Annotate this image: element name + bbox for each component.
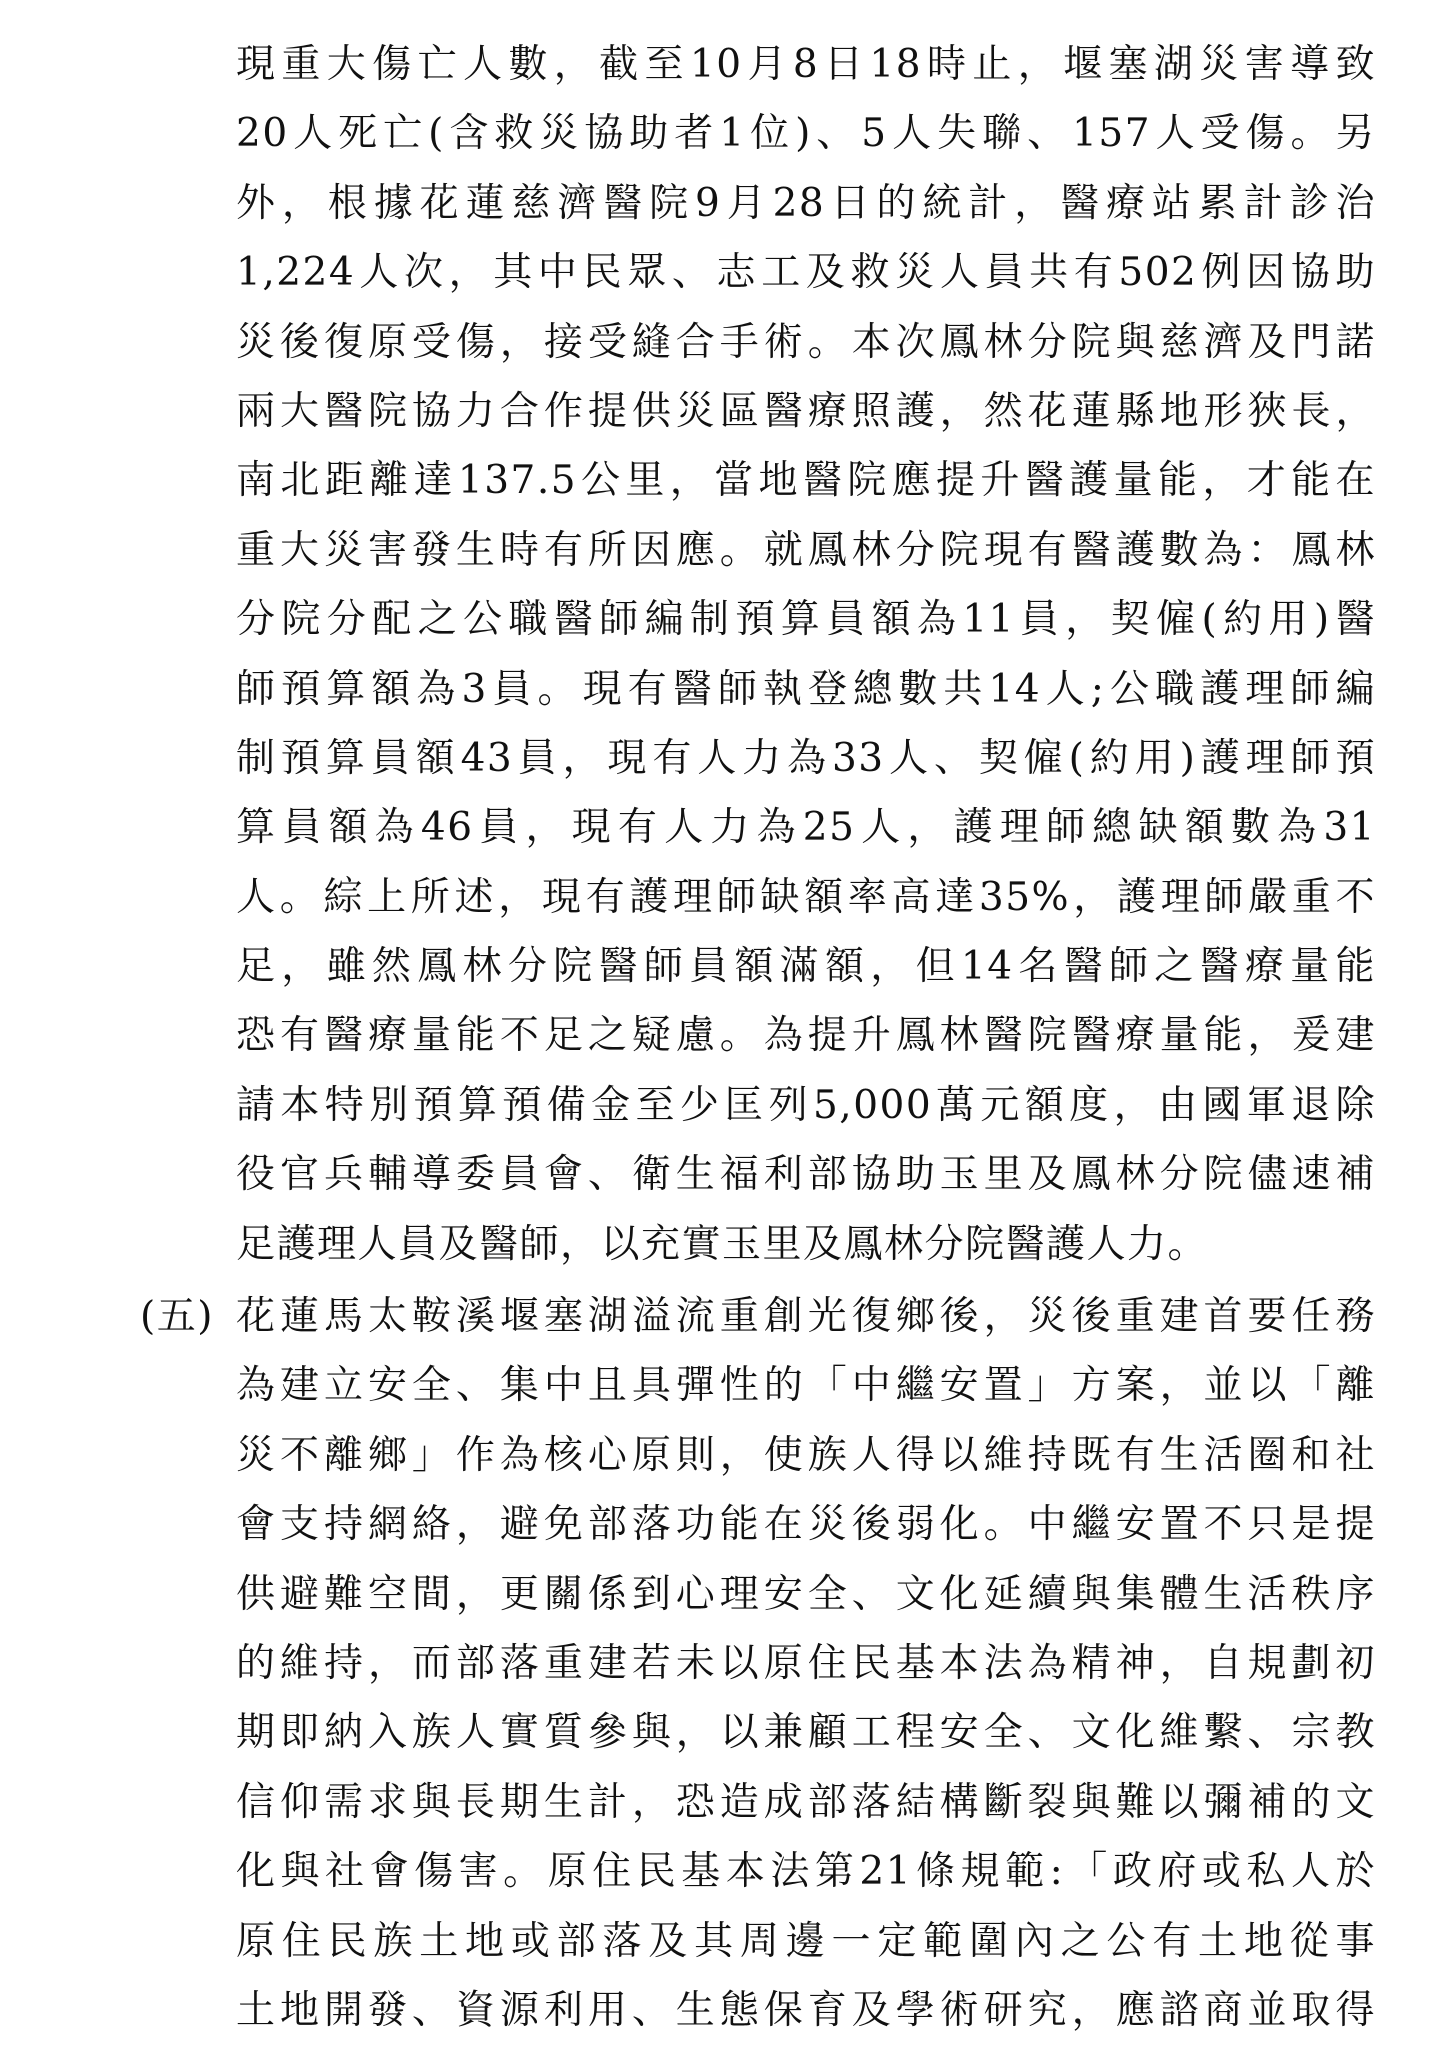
text-line: 制預算員額43員，現有人力為33人、契僱(約用)護理師預	[236, 735, 1376, 781]
item-number-marker: (五)	[140, 1294, 214, 1339]
text-line: 原住民族土地或部落及其周邊一定範圍內之公有土地從事	[236, 1918, 1376, 1964]
text-line: 足護理人員及醫師，以充實玉里及鳳林分院醫護人力。	[236, 1221, 1209, 1267]
text-line: 的維持，而部落重建若未以原住民基本法為精神，自規劃初	[236, 1640, 1376, 1686]
text-line: 現重大傷亡人數，截至10月8日18時止，堰塞湖災害導致	[236, 42, 1376, 87]
text-line: 花蓮馬太鞍溪堰塞湖溢流重創光復鄉後，災後重建首要任務	[236, 1294, 1376, 1339]
text-line: 人。綜上所述，現有護理師缺額率高達35%，護理師嚴重不	[236, 874, 1376, 920]
text-line: 20人死亡(含救災協助者1位)、5人失聯、157人受傷。另	[236, 111, 1376, 157]
text-line: 請本特別預算預備金至少匡列5,000萬元額度，由國軍退除	[236, 1082, 1376, 1128]
text-line: 師預算額為3員。現有醫師執登總數共14人;公職護理師編	[236, 666, 1376, 712]
text-line: 足，雖然鳳林分院醫師員額滿額，但14名醫師之醫療量能	[236, 944, 1376, 990]
text-line: 為建立安全、集中且具彈性的「中繼安置」方案，並以「離	[236, 1363, 1376, 1409]
text-line: 外，根據花蓮慈濟醫院9月28日的統計，醫療站累計診治	[236, 180, 1376, 226]
text-line: 重大災害發生時有所因應。就鳳林分院現有醫護數為：鳳林	[236, 527, 1376, 573]
text-line: 役官兵輔導委員會、衛生福利部協助玉里及鳳林分院儘速補	[236, 1152, 1376, 1198]
item-5-paragraph	[236, 1282, 1376, 2045]
text-line: 兩大醫院協力合作提供災區醫療照護，然花蓮縣地形狹長，	[236, 388, 1376, 434]
text-line: 化與社會傷害。原住民基本法第21條規範:「政府或私人於	[236, 1849, 1376, 1895]
text-line: 災不離鄉」作為核心原則，使族人得以維持既有生活圈和社	[236, 1432, 1376, 1478]
text-line: 南北距離達137.5公里，當地醫院應提升醫護量能，才能在	[236, 458, 1376, 504]
paragraph-continued	[236, 30, 1376, 1279]
text-line: 恐有醫療量能不足之疑慮。為提升鳳林醫院醫療量能，爰建	[236, 1013, 1376, 1059]
text-line: 信仰需求與長期生計，恐造成部落結構斷裂與難以彌補的文	[236, 1779, 1376, 1825]
text-line: 算員額為46員，現有人力為25人，護理師總缺額數為31	[236, 805, 1376, 851]
text-line: 會支持網絡，避免部落功能在災後弱化。中繼安置不只是提	[236, 1502, 1376, 1548]
text-line: 1,224人次，其中民眾、志工及救災人員共有502例因協助	[236, 250, 1376, 296]
text-line: 土地開發、資源利用、生態保育及學術研究，應諮商並取得	[236, 1987, 1376, 2033]
text-line: 災後復原受傷，接受縫合手術。本次鳳林分院與慈濟及門諾	[236, 319, 1376, 365]
text-line: 期即納入族人實質參與，以兼顧工程安全、文化維繫、宗教	[236, 1710, 1376, 1756]
text-line: 供避難空間，更關係到心理安全、文化延續與集體生活秩序	[236, 1571, 1376, 1617]
text-line: 分院分配之公職醫師編制預算員額為11員，契僱(約用)醫	[236, 597, 1376, 643]
